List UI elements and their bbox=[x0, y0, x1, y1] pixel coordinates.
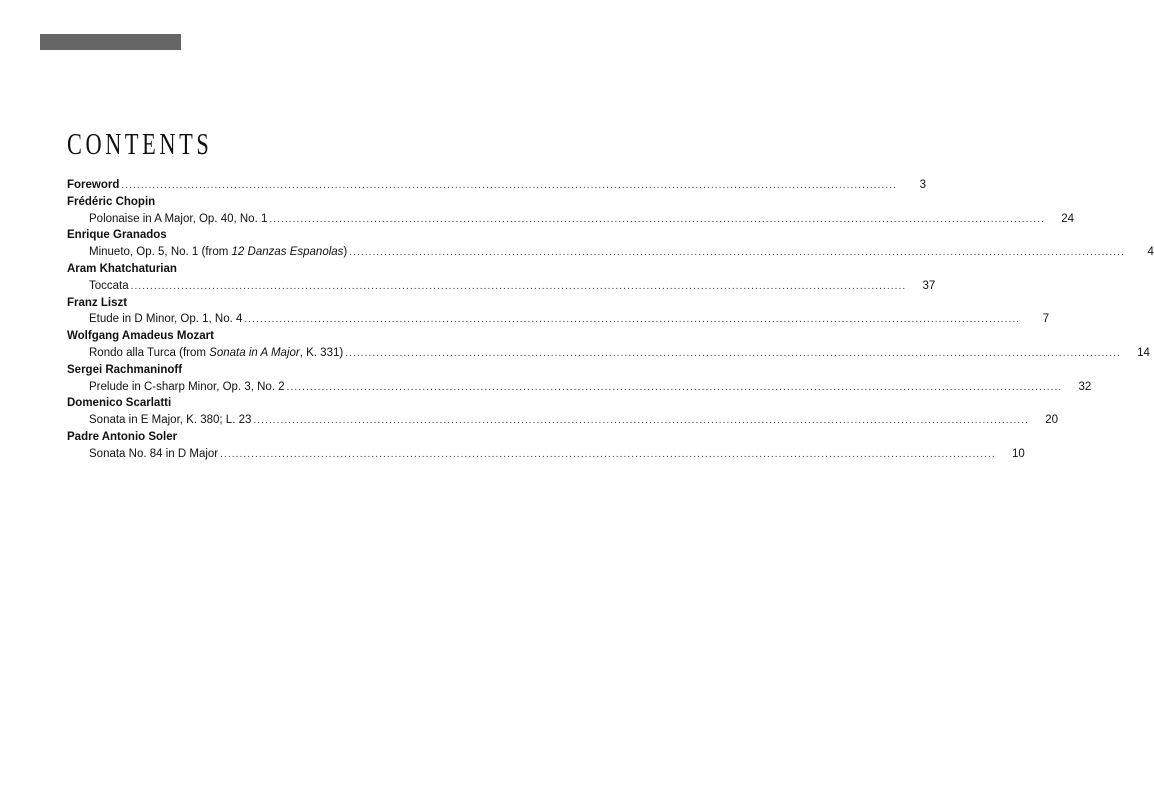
dot-leader: ........................................................................................................................................................................................................ bbox=[253, 415, 1030, 427]
piece-source-title: 12 Danzas Espanolas bbox=[231, 246, 344, 259]
foreword-label: Foreword bbox=[67, 179, 120, 191]
toc-entry[interactable] bbox=[67, 311, 1050, 328]
piece-title-text: Rondo alla Turca (from bbox=[89, 346, 210, 359]
page-number: 32 bbox=[1078, 380, 1092, 393]
piece-title-text: Prelude in C-sharp Minor, Op. 3, No. 2 bbox=[89, 380, 285, 393]
toc-entry-foreword[interactable] bbox=[67, 177, 927, 194]
page-title: CONTENTS bbox=[67, 126, 213, 161]
piece-source-title: Sonata in A Major bbox=[209, 346, 300, 359]
toc-entry[interactable] bbox=[67, 345, 1150, 362]
composer-name: Enrique Granados bbox=[67, 229, 167, 242]
dot-leader: ........................................................................................................................................................................................................ bbox=[244, 314, 1021, 326]
dot-leader: ........................................................................................................................................................................................................ bbox=[121, 180, 898, 191]
page-number: 14 bbox=[1137, 346, 1150, 359]
page-number: 3 bbox=[919, 179, 927, 191]
composer-name: Aram Khatchaturian bbox=[67, 262, 177, 275]
composer-name: Franz Liszt bbox=[67, 296, 128, 309]
header-tab-bar bbox=[40, 34, 181, 50]
piece-title-suffix: , K. 331) bbox=[299, 346, 344, 359]
piece-title bbox=[89, 244, 347, 261]
piece-title bbox=[89, 446, 218, 463]
piece-title-text: Polonaise in A Major, Op. 40, No. 1 bbox=[89, 212, 268, 225]
page-number: 4 bbox=[1147, 246, 1154, 259]
toc-entry[interactable] bbox=[67, 379, 1092, 396]
table-of-contents bbox=[67, 177, 1154, 463]
toc-section bbox=[67, 429, 1025, 463]
page-number: 20 bbox=[1045, 414, 1059, 427]
piece-title bbox=[89, 211, 267, 228]
toc-entry[interactable] bbox=[67, 446, 1025, 463]
toc-section bbox=[67, 395, 1059, 429]
piece-title bbox=[89, 345, 343, 362]
dot-leader: ........................................................................................................................................................................................................ bbox=[269, 213, 1046, 225]
dot-leader: ........................................................................................................................................................................................................ bbox=[349, 247, 1125, 259]
dot-leader: ........................................................................................................................................................................................................ bbox=[220, 448, 996, 460]
dot-leader: ........................................................................................................................................................................................................ bbox=[130, 280, 907, 292]
page-number: 24 bbox=[1061, 212, 1075, 225]
composer-name: Domenico Scarlatti bbox=[67, 397, 172, 410]
piece-title-text: Minueto, Op. 5, No. 1 (from bbox=[89, 246, 232, 259]
toc-section bbox=[67, 227, 1154, 261]
composer-name: Wolfgang Amadeus Mozart bbox=[67, 330, 214, 343]
page-number: 10 bbox=[1012, 447, 1025, 460]
dot-leader: ........................................................................................................................................................................................................ bbox=[286, 381, 1063, 393]
piece-title-text: Sonata No. 84 in D Major bbox=[89, 447, 219, 460]
toc-entry[interactable] bbox=[67, 278, 936, 295]
toc-section bbox=[67, 328, 1150, 362]
piece-title bbox=[89, 379, 285, 396]
toc-section bbox=[67, 261, 936, 295]
piece-title-text: Toccata bbox=[89, 279, 129, 292]
piece-title bbox=[89, 311, 242, 328]
piece-title-text: Sonata in E Major, K. 380; L. 23 bbox=[89, 414, 252, 427]
toc-entry[interactable] bbox=[67, 211, 1075, 228]
toc-entry[interactable] bbox=[67, 412, 1059, 429]
dot-leader: ........................................................................................................................................................................................................ bbox=[345, 347, 1121, 359]
page-number: 7 bbox=[1042, 313, 1050, 326]
toc-entry[interactable] bbox=[67, 244, 1154, 261]
piece-title bbox=[89, 412, 251, 429]
composer-name: Sergei Rachmaninoff bbox=[67, 363, 183, 376]
toc-section bbox=[67, 295, 1050, 329]
page-number: 37 bbox=[922, 279, 936, 292]
composer-sections bbox=[67, 194, 1154, 463]
piece-title-text: Etude in D Minor, Op. 1, No. 4 bbox=[89, 313, 243, 326]
toc-section bbox=[67, 194, 1075, 228]
composer-name: Frédéric Chopin bbox=[67, 195, 156, 208]
toc-section bbox=[67, 362, 1092, 396]
composer-name: Padre Antonio Soler bbox=[67, 430, 178, 443]
piece-title-suffix: ) bbox=[343, 246, 348, 259]
piece-title bbox=[89, 278, 129, 295]
